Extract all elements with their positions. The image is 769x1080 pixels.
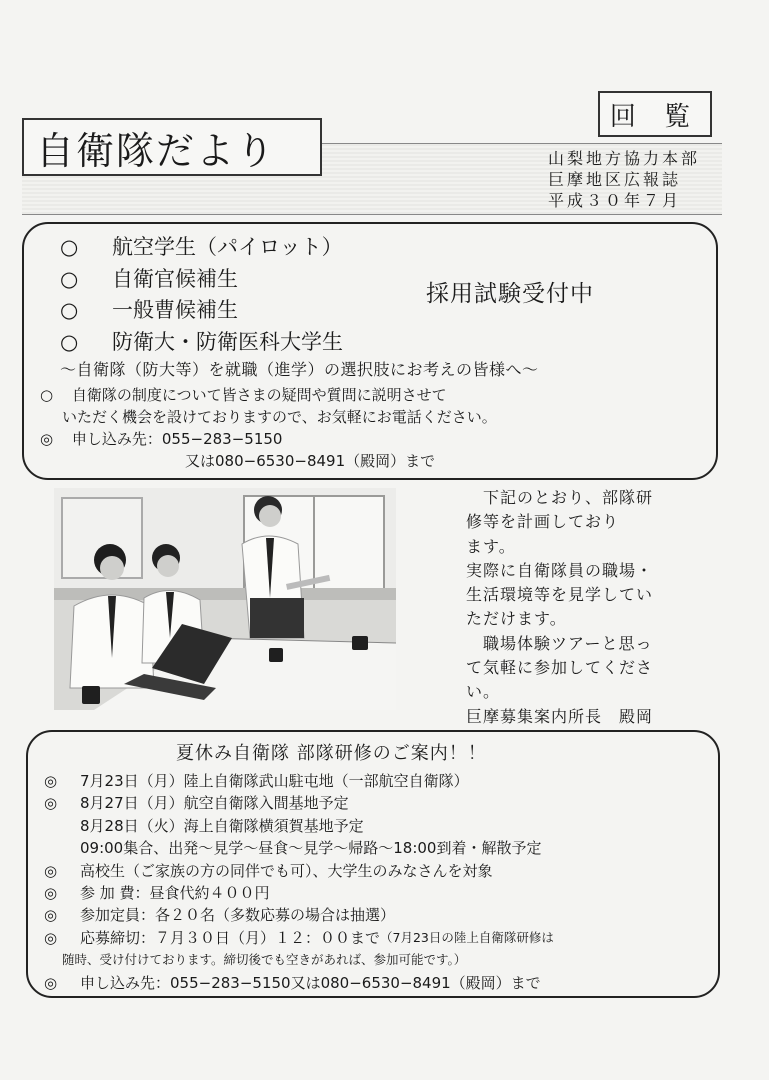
info-line bbox=[40, 384, 497, 406]
list-item bbox=[60, 327, 343, 359]
recruit-subheading: ～自衛隊（防大等）を就職（進学）の選択肢にお考えの皆様へ～ bbox=[60, 360, 539, 379]
newsletter-title: 自衛隊だより bbox=[22, 118, 322, 176]
double-circle-bullet: ◎ bbox=[44, 794, 58, 813]
list-item bbox=[44, 927, 554, 949]
list-item bbox=[60, 264, 343, 296]
job-label: 防衛大・防衛医科大学生 bbox=[112, 329, 343, 354]
circulation-stamp: 回 覧 bbox=[598, 91, 712, 137]
job-label: 一般曹候補生 bbox=[112, 298, 238, 322]
recruit-status: 採用試験受付中 bbox=[426, 281, 594, 307]
issuer-line: 巨摩地区広報誌 bbox=[548, 170, 682, 189]
intro-line: 職場体験ツアーと思っ bbox=[466, 633, 653, 653]
list-item bbox=[44, 860, 554, 882]
double-circle-bullet: ◎ bbox=[40, 430, 54, 448]
list-item bbox=[60, 295, 343, 327]
item-text: 8月28日（火）海上自衛隊横須賀基地予定 bbox=[80, 816, 364, 835]
circle-bullet: ○ bbox=[60, 266, 79, 291]
tour-details bbox=[44, 770, 554, 994]
item-note: （7月23日の陸上自衛隊研修は bbox=[380, 929, 554, 945]
item-note: 随時、受け付けております。締切後でも空きがあれば、参加可能です。） bbox=[62, 952, 467, 968]
recruit-info bbox=[40, 384, 497, 472]
job-list bbox=[60, 232, 343, 358]
item-text: 応募締切：７月３０日（月）１２：００まで bbox=[80, 928, 381, 947]
intro-line: 下記のとおり、部隊研 bbox=[466, 488, 654, 507]
intro-line: 実際に自衛隊員の職場・ bbox=[466, 560, 654, 580]
double-circle-bullet: ◎ bbox=[44, 973, 58, 992]
list-item bbox=[44, 792, 554, 814]
list-item bbox=[44, 815, 554, 837]
list-item bbox=[44, 770, 554, 792]
double-circle-bullet: ◎ bbox=[44, 906, 58, 925]
tour-title: 夏休み自衛隊 部隊研修のご案内！！ bbox=[176, 743, 487, 764]
intro-line: 生活環境等を見学してい bbox=[466, 585, 654, 605]
list-item bbox=[44, 882, 554, 904]
issuer-block bbox=[548, 148, 718, 211]
bullet-spacer bbox=[44, 815, 80, 837]
item-text: 8月27日（月）航空自衛隊入間基地予定 bbox=[80, 794, 349, 813]
list-item bbox=[44, 972, 554, 994]
job-label: 航空学生（パイロット） bbox=[112, 235, 343, 259]
circle-bullet: ○ bbox=[60, 329, 79, 354]
intro-signature: 巨摩募集案内所長 殿岡 bbox=[466, 706, 654, 726]
intro-line: ただけます。 bbox=[466, 609, 567, 629]
item-text: 7月23日（月）陸上自衛隊武山駐屯地（一部航空自衛隊） bbox=[80, 772, 469, 790]
list-item bbox=[44, 837, 554, 859]
intro-line: 修等を計画しており bbox=[466, 512, 620, 532]
circle-bullet: ○ bbox=[60, 235, 79, 259]
contact-line-2: 又は080−6530−8491（殿岡）まで bbox=[185, 452, 436, 470]
list-item bbox=[44, 904, 554, 926]
list-item bbox=[60, 232, 343, 264]
info-line: いただく機会を設けておりますので、お気軽にお電話ください。 bbox=[62, 408, 497, 426]
item-text: 申し込み先：055−283−5150又は080−6530−8491（殿岡）まで bbox=[80, 973, 541, 992]
intro-line: ます。 bbox=[466, 536, 516, 556]
item-text: 高校生（ご家族の方の同伴でも可）、大学生のみなさんを対象 bbox=[80, 861, 493, 880]
issuer-line: 平成３０年７月 bbox=[548, 191, 682, 210]
item-text: 参加定員：各２０名（多数応募の場合は抽選） bbox=[80, 906, 396, 925]
item-text: 09:00集合、出発～見学～昼食～見学～帰路～18:00到着・解散予定 bbox=[80, 839, 542, 858]
info-text: 自衛隊の制度について皆さまの疑問や質問に説明させて bbox=[71, 386, 447, 404]
double-circle-bullet: ◎ bbox=[44, 772, 58, 790]
bullet-spacer bbox=[44, 837, 80, 859]
job-label: 自衛官候補生 bbox=[112, 266, 238, 291]
issuer-line: 山梨地方協力本部 bbox=[548, 149, 701, 168]
double-circle-bullet: ◎ bbox=[44, 884, 58, 903]
list-item bbox=[44, 949, 554, 971]
circle-bullet: ○ bbox=[40, 386, 54, 404]
circle-bullet: ○ bbox=[60, 298, 79, 322]
intro-line: い。 bbox=[466, 682, 501, 702]
intro-line: て気軽に参加してくださ bbox=[466, 658, 654, 678]
intro-text bbox=[466, 486, 706, 729]
double-circle-bullet: ◎ bbox=[44, 861, 58, 880]
item-text: 参 加 費：昼食代約４００円 bbox=[80, 884, 270, 903]
contact-text: 申し込み先：055−283−5150 bbox=[71, 430, 283, 448]
uniformed-members-photo bbox=[54, 488, 396, 710]
contact-line bbox=[40, 428, 497, 450]
double-circle-bullet: ◎ bbox=[44, 928, 58, 947]
